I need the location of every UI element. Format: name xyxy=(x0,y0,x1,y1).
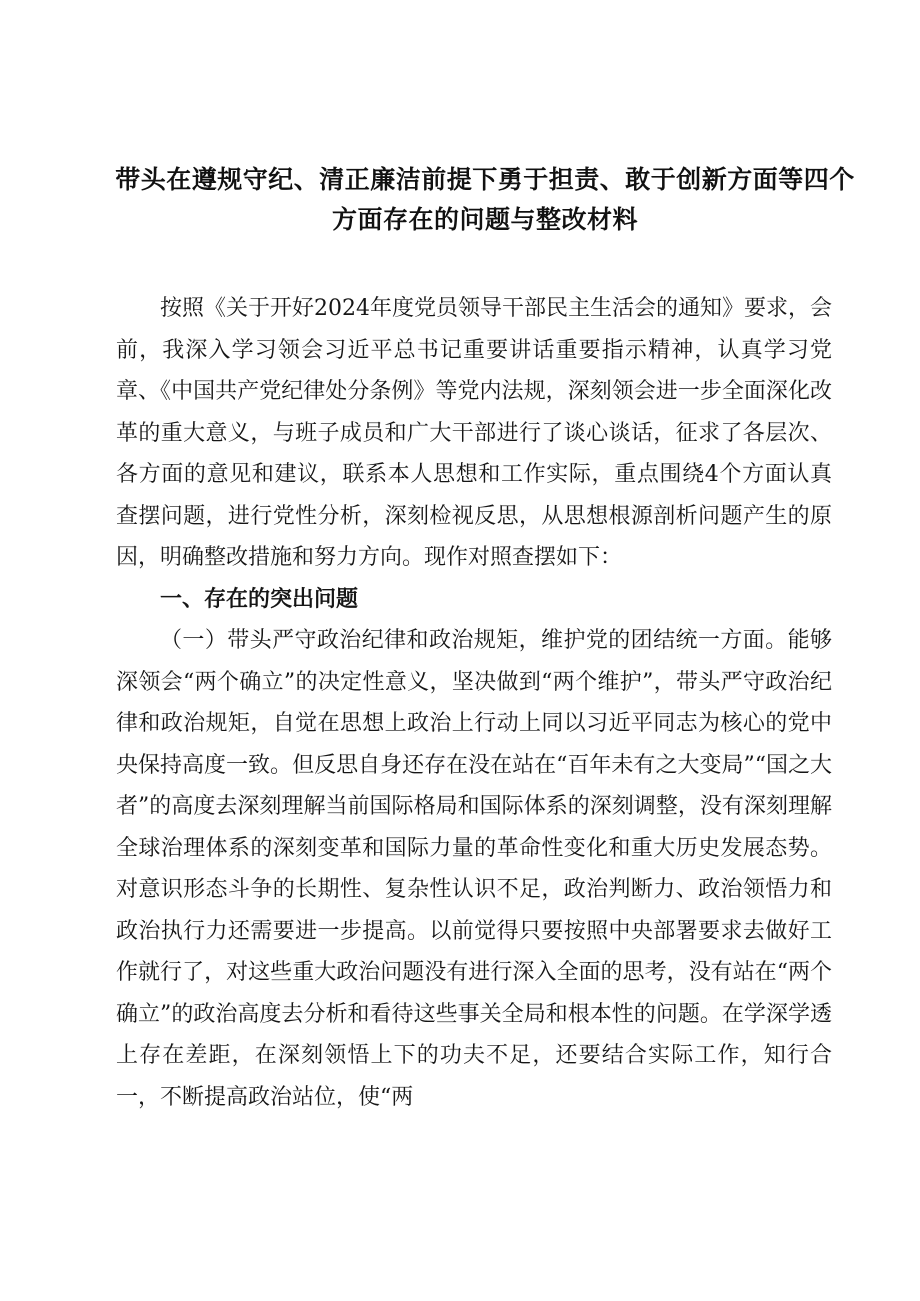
document-title: 带头在遵规守纪、清正廉洁前提下勇于担责、敢于创新方面等四个方面存在的问题与整改材料 xyxy=(115,165,855,234)
document-body xyxy=(116,288,832,1118)
section-heading: 一、存在的突出问题 xyxy=(160,586,359,612)
subsection-paragraph: （一）带头严守政治纪律和政治规矩，维护党的团结统一方面。能够深领会“两个确立”的决定性意义，坚决做到“两个维护”，带头严守政治纪律和政治规矩，自觉在思想上政治上行动上同以习近平同志为核心的党中央保持高度一致。但反思自身还存在没在站在“百年未有之大变局”“国之大者”的高度去深刻理解当前国际格局和国际体系的深刻调整，没有深刻理解全球治理体系的深刻变革和国际力量的革命性变化和重大历史发展态势。对意识形态斗争的长期性、复杂性认识不足，政治判断力、政治领悟力和政治执行力还需要进一步提高。以前觉得只要按照中央部署要求去做好工作就行了，对这些重大政治问题没有进行深入全面的思考，没有站在“两个确立”的政治高度去分析和看待这些事关全局和根本性的问题。在学深学透上存在差距，在深刻领悟上下的功夫不足，还要结合实际工作，知行合一，不断提高政治站位，使“两 xyxy=(116,628,832,1110)
intro-paragraph: 按照《关于开好2024年度党员领导干部民主生活会的通知》要求，会前，我深入学习领会习近平总书记重要讲话重要指示精神，认真学习党章、《中国共产党纪律处分条例》等党内法规，深刻领会进一步全面深化改革的重大意义，与班子成员和广大干部进行了谈心谈话，征求了各层次、各方面的意见和建议，联系本人思想和工作实际，重点围绕4个方面认真查摆问题，进行党性分析，深刻检视反思，从思想根源剖析问题产生的原因，明确整改措施和努力方向。现作对照查摆如下： xyxy=(116,296,832,570)
